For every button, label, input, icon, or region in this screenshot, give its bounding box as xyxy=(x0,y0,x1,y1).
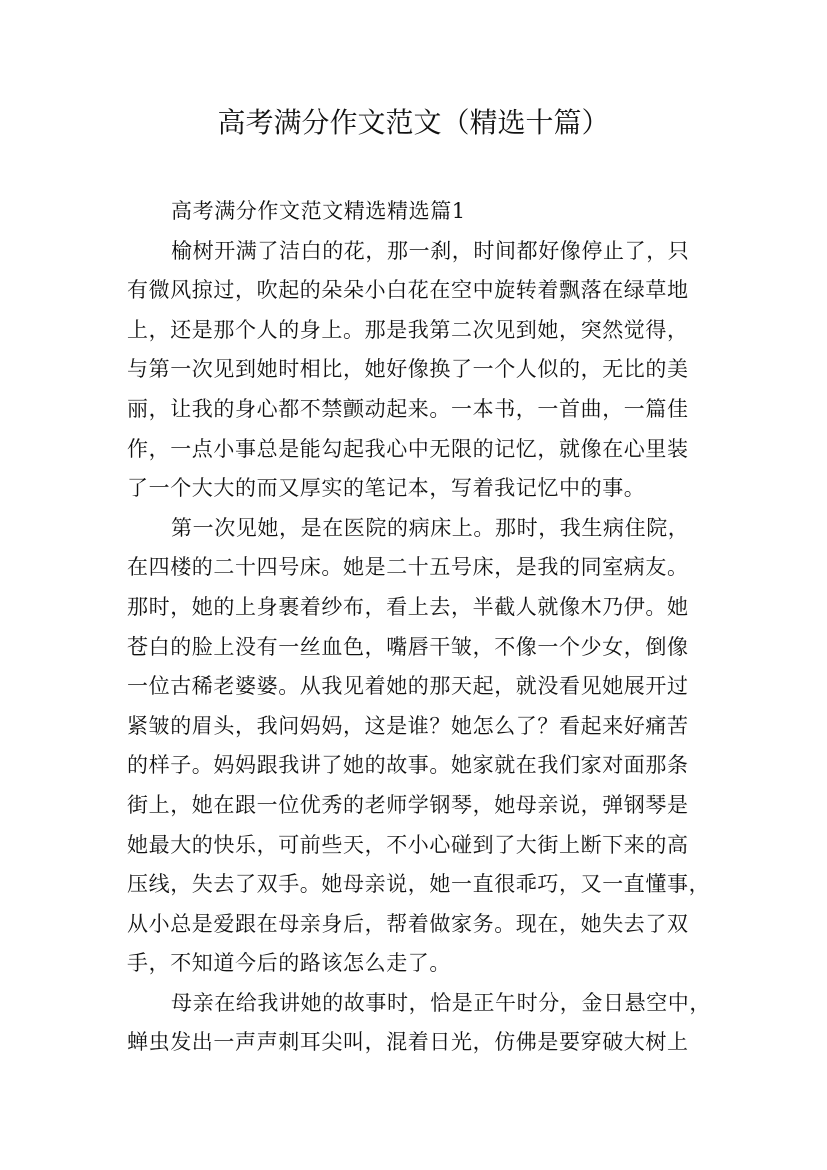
document-body xyxy=(127,192,717,1063)
text-line: 第一次见她，是在医院的病床上。那时，我生病住院， xyxy=(171,515,690,540)
text-line: 街上，她在跟一位优秀的老师学钢琴，她母亲说，弹钢琴是 xyxy=(127,792,689,817)
text-line: 丽，让我的身心都不禁颤动起来。一本书，一首曲，一篇佳 xyxy=(127,396,689,421)
text-line: 的样子。妈妈跟我讲了她的故事。她家就在我们家对面那条 xyxy=(127,753,689,778)
text-line: 上，还是那个人的身上。那是我第二次见到她，突然觉得， xyxy=(127,317,689,342)
text-line: 苍白的脸上没有一丝血色，嘴唇干皱，不像一个少女，倒像 xyxy=(127,634,689,659)
text-line: 那时，她的上身裹着纱布，看上去，半截人就像木乃伊。她 xyxy=(127,594,689,619)
text-line: 了一个大大的而又厚实的笔记本，写着我记忆中的事。 xyxy=(127,476,646,501)
text-line: 母亲在给我讲她的故事时，恰是正午时分，金日悬空中， xyxy=(171,990,711,1015)
text-line: 有微风掠过，吹起的朵朵小白花在空中旋转着飘落在绿草地 xyxy=(127,278,689,303)
text-line: 压线，失去了双手。她母亲说，她一直很乖巧，又一直懂事， xyxy=(127,872,711,897)
text-line: 作，一点小事总是能勾起我心中无限的记忆，就像在心里装 xyxy=(127,436,689,461)
text-line: 手，不知道今后的路该怎么走了。 xyxy=(127,951,451,976)
document-title: 高考满分作文范文（精选十篇） xyxy=(217,106,610,139)
text-line: 紧皱的眉头，我问妈妈，这是谁？她怎么了？看起来好痛苦 xyxy=(127,713,689,738)
text-line: 与第一次见到她时相比，她好像换了一个人似的，无比的美 xyxy=(127,357,689,382)
text-line: 蝉虫发出一声声刺耳尖叫，混着日光，仿佛是要穿破大树上 xyxy=(127,1030,689,1055)
text-line: 榆树开满了洁白的花，那一刹，时间都好像停止了，只 xyxy=(171,238,690,263)
text-line: 一位古稀老婆婆。从我见着她的那天起，就没看见她展开过 xyxy=(127,674,689,699)
text-line: 在四楼的二十四号床。她是二十五号床，是我的同室病友。 xyxy=(127,555,689,580)
text-line: 从小总是爱跟在母亲身后，帮着做家务。现在，她失去了双 xyxy=(127,911,689,936)
text-line: 她最大的快乐，可前些天，不小心碰到了大街上断下来的高 xyxy=(127,832,689,857)
text-line: 高考满分作文范文精选精选篇1 xyxy=(171,199,466,223)
